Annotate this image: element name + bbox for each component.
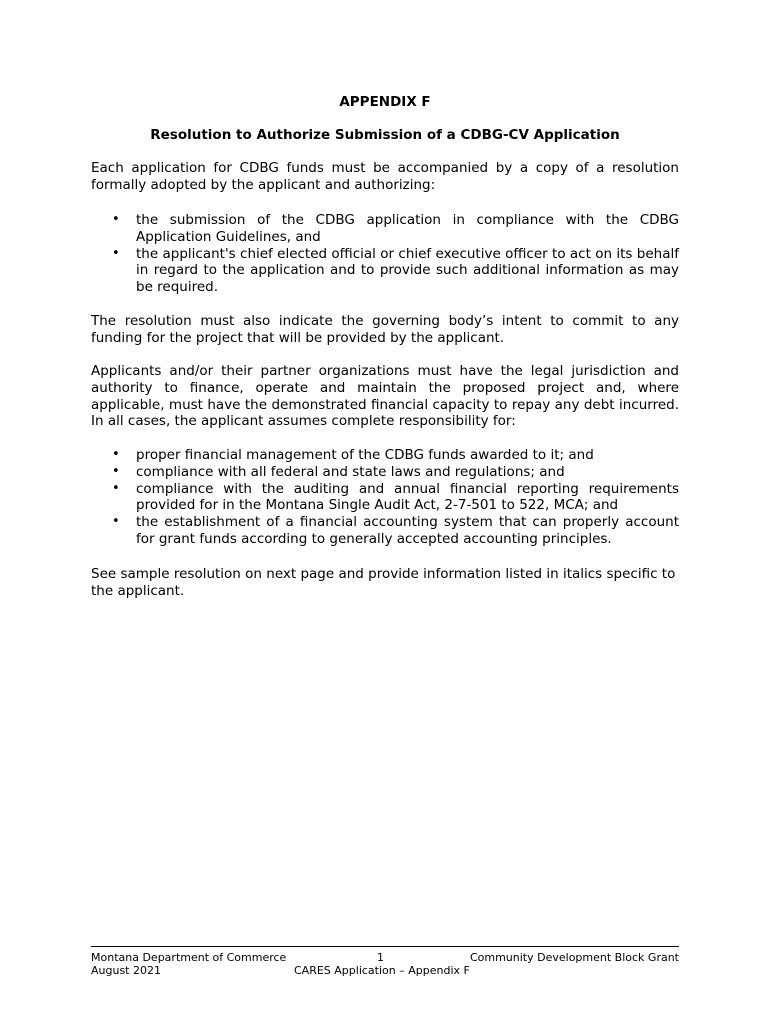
list-item-text: the applicant's chief elected official or chief executive officer to act on its behalf in regard to the application and to provide such additional information as may be required. [136,245,679,296]
bullet-icon: • [112,463,120,479]
list-item-text: compliance with all federal and state laws and regulations; and [136,463,565,480]
list-item-text: proper financial management of the CDBG funds awarded to it; and [136,447,594,463]
footer-department: Montana Department of Commerce [91,951,287,964]
list-item [91,246,679,296]
authorizing-list [91,212,679,296]
list-item [91,212,679,246]
list-item [91,481,679,515]
bullet-icon: • [112,447,120,462]
appendix-title: APPENDIX F [339,94,431,110]
bullet-icon: • [112,480,120,496]
intent-paragraph: The resolution must also indicate the governing body’s intent to commit to any funding for the project that will be provided by the applicant. [91,313,679,346]
list-item-text: the establishment of a financial accounting system that can properly account for grant funds according to generally accepted accounting principles. [136,514,679,547]
list-item-text: the submission of the CDBG application in compliance with the CDBG Application Guidelines, and [136,212,679,245]
intro-paragraph: Each application for CDBG funds must be accompanied by a copy of a resolution formally adopted by the applicant and authorizing: [91,160,679,193]
closing-paragraph: See sample resolution on next page and provide information listed in italics specific to the applicant. [91,566,676,599]
list-item [91,447,679,464]
resolution-title: Resolution to Authorize Submission of a CDBG-CV Application [150,127,620,143]
footer-date: August 2021 [91,964,161,977]
responsibility-list [91,447,679,548]
footer-divider [91,946,679,947]
footer-page-number: 1 [377,951,384,964]
bullet-icon: • [112,245,120,261]
list-item [91,514,679,548]
list-item-text: compliance with the auditing and annual financial reporting requirements provided for in the Montana Single Audit Act, 2-7-501 to 522, MCA; and [136,480,679,514]
footer-program: Community Development Block Grant [469,951,679,964]
bullet-icon: • [112,514,120,530]
bullet-icon: • [112,212,120,227]
jurisdiction-paragraph: Applicants and/or their partner organizations must have the legal jurisdiction and authority to finance, operate and maintain the proposed project and, where applicable, must have the demonstrated financial capacity to repay any debt incurred. In all cases, the applicant assumes complete responsibility for: [91,363,679,430]
list-item [91,464,679,481]
footer-document-name: CARES Application – Appendix F [294,964,470,977]
